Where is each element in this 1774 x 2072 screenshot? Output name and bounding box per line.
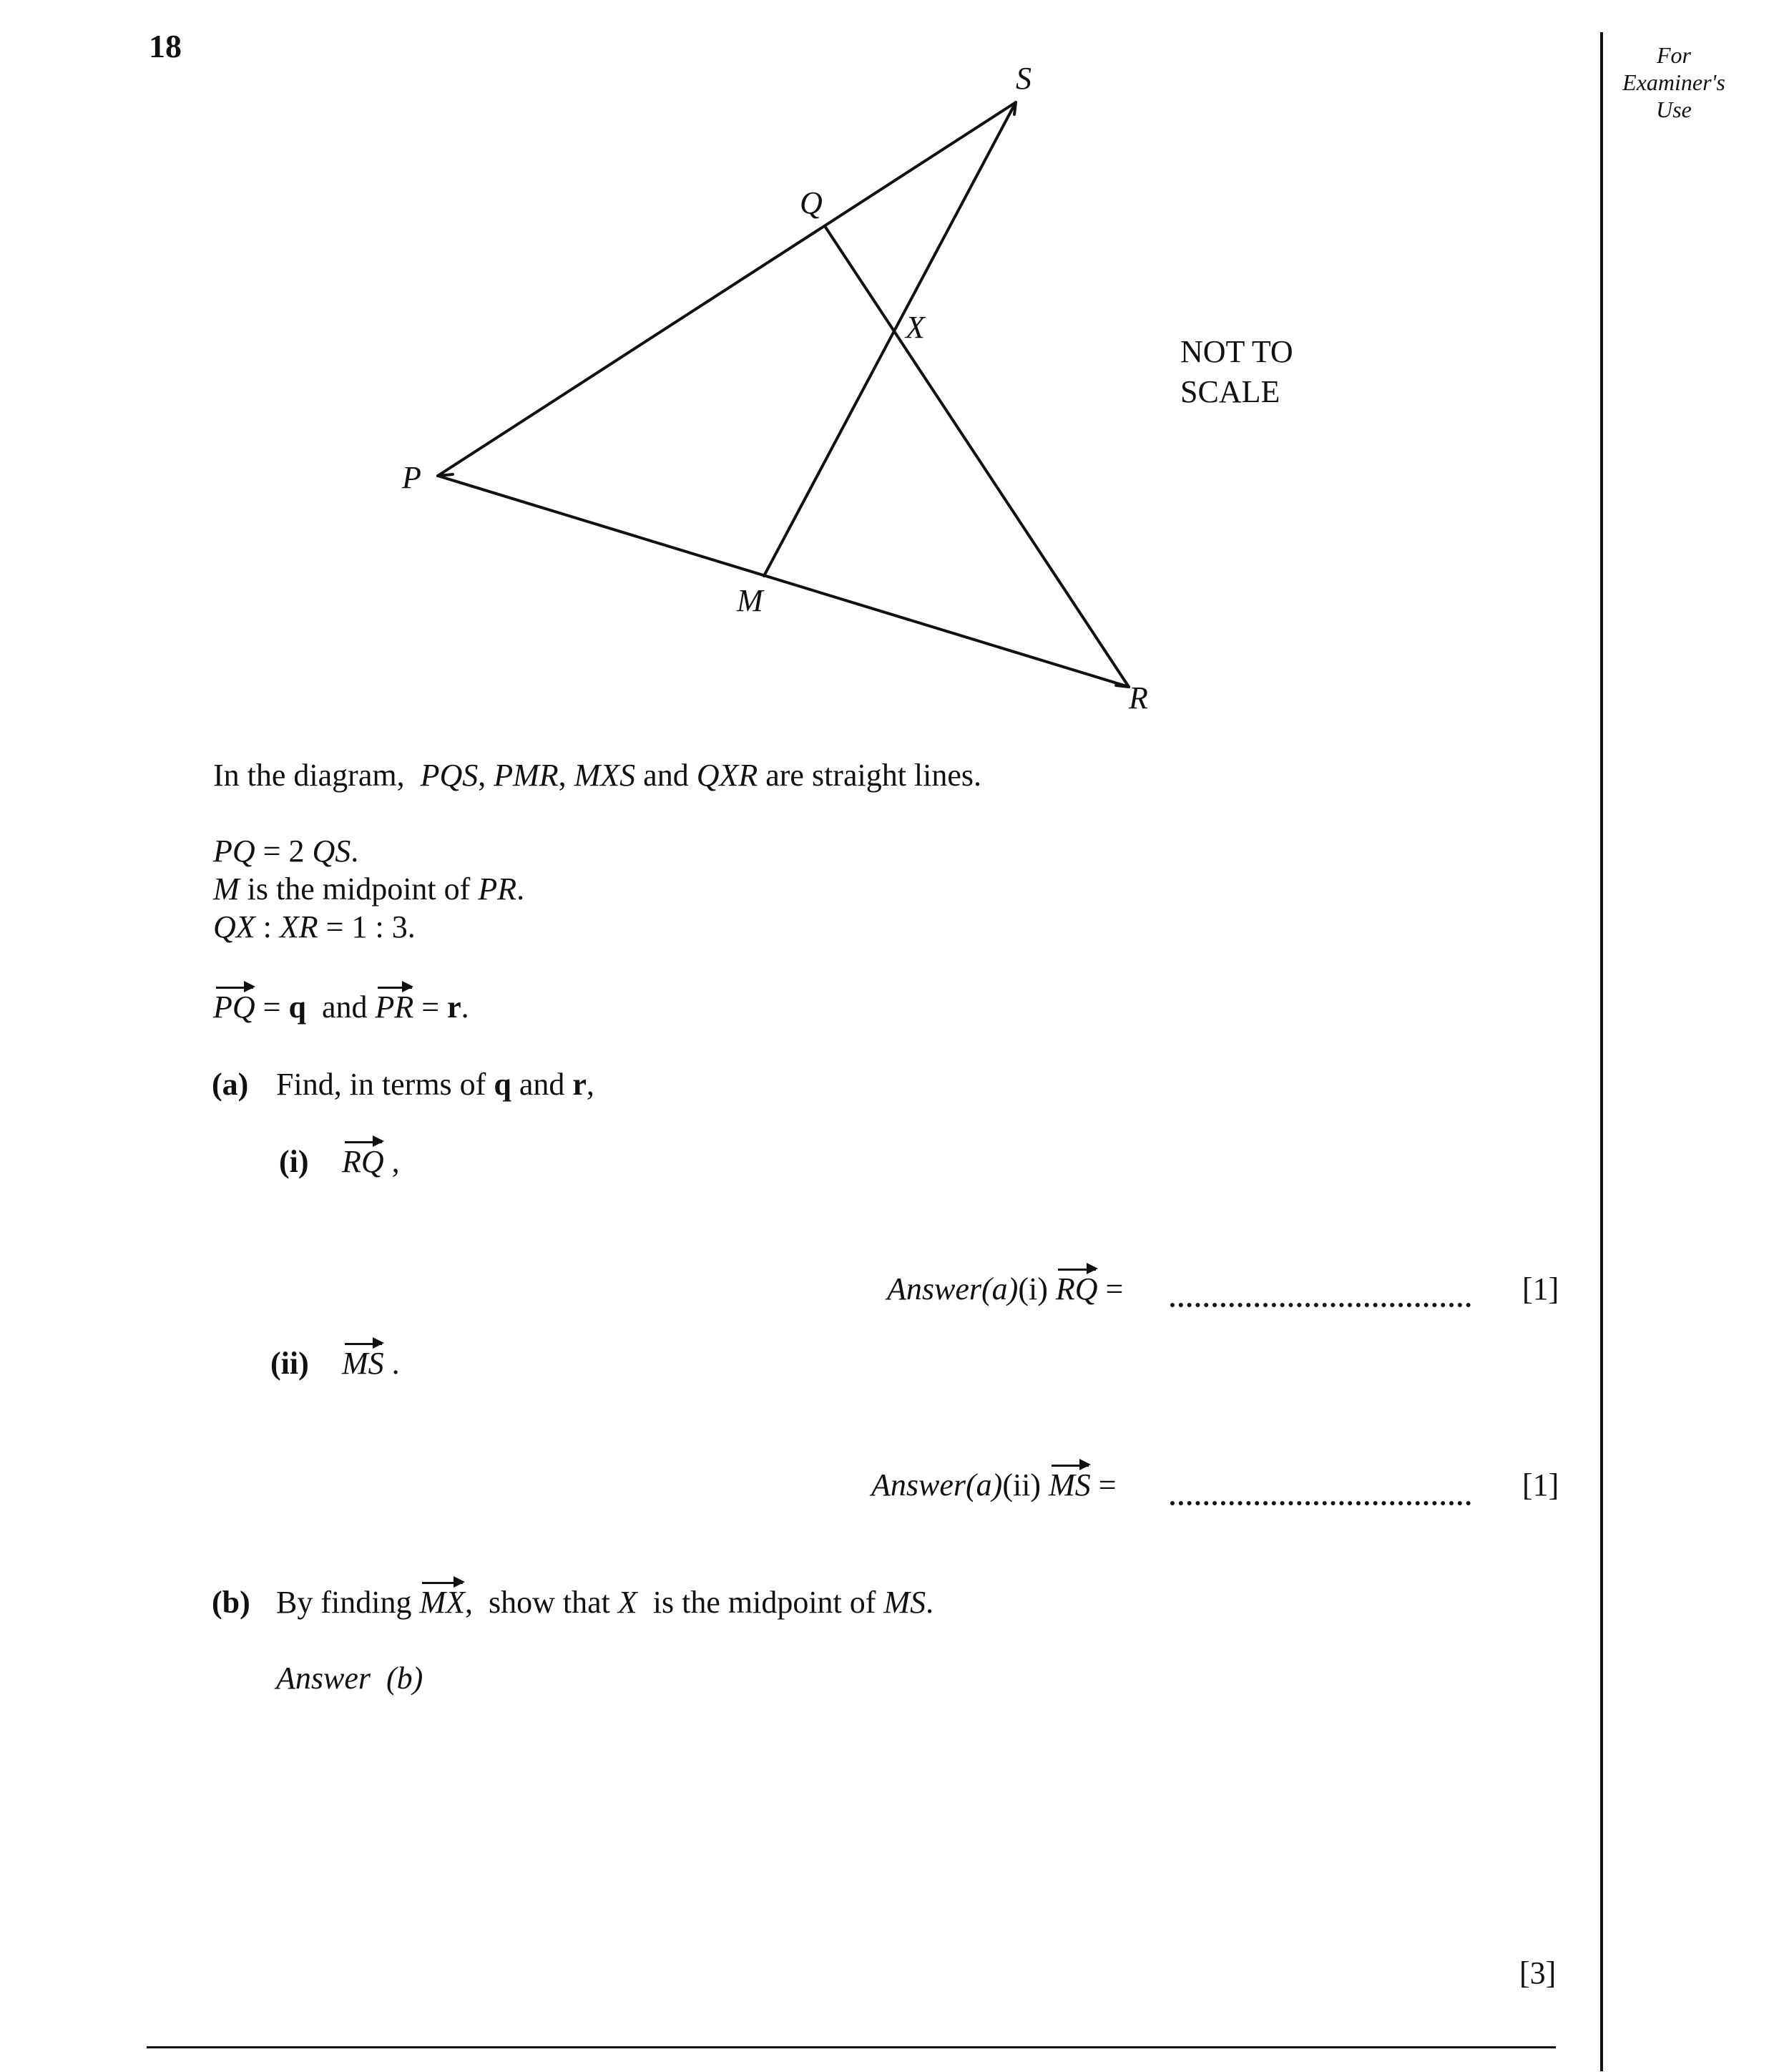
given-pr: PR bbox=[478, 871, 517, 906]
vector-q-bold: q bbox=[288, 989, 306, 1025]
answer-a-ii-dotted-line[interactable] bbox=[1170, 1501, 1471, 1505]
vector-pq: PQ bbox=[213, 989, 255, 1027]
vector-definitions bbox=[213, 989, 469, 1027]
given-midpoint-text: is the midpoint of bbox=[239, 871, 479, 906]
answer-b-workspace[interactable] bbox=[276, 1703, 1492, 1960]
part-a-text bbox=[276, 1066, 594, 1104]
part-a-i-vector-rq: RQ bbox=[342, 1143, 384, 1181]
part-a-and: and bbox=[511, 1067, 573, 1102]
part-a-ii-punct: . bbox=[383, 1346, 400, 1381]
part-a-i-punct: , bbox=[383, 1144, 400, 1179]
intro-line-qxr: QXR bbox=[696, 758, 758, 793]
tick-p bbox=[438, 474, 453, 476]
answer-a-ii-eq: = bbox=[1090, 1467, 1117, 1502]
intro-sep-1: , bbox=[478, 758, 494, 793]
label-r: R bbox=[1129, 680, 1148, 715]
label-m: M bbox=[737, 583, 763, 618]
intro-prefix: In the diagram, bbox=[213, 758, 405, 793]
answer-a-i-eq: = bbox=[1097, 1271, 1124, 1306]
line-pqs bbox=[438, 102, 1016, 476]
label-x: X bbox=[906, 310, 925, 345]
part-b-text bbox=[276, 1584, 933, 1622]
part-b-text-post: is the midpoint of bbox=[637, 1585, 884, 1620]
intro-line-mxs: MXS bbox=[574, 758, 636, 793]
given-qs: QS bbox=[312, 834, 351, 869]
given-midpoint bbox=[213, 871, 524, 909]
given-pq: PQ bbox=[213, 834, 255, 869]
answer-a-i-dotted-line[interactable] bbox=[1170, 1303, 1471, 1307]
line-pmr bbox=[438, 476, 1129, 687]
marks-b: [3] bbox=[1519, 1955, 1557, 1990]
given-eq-2: = 2 bbox=[255, 834, 313, 869]
answer-a-i-rest: (i) bbox=[1018, 1271, 1056, 1306]
label-q: Q bbox=[800, 185, 823, 220]
vector-eq-2: = bbox=[413, 989, 448, 1025]
answer-b-label: Answer (b) bbox=[276, 1661, 423, 1696]
geometry-diagram bbox=[0, 0, 1774, 787]
part-b-label: (b) bbox=[212, 1585, 250, 1620]
label-p: P bbox=[402, 460, 421, 495]
part-a-ii-vector-ms: MS bbox=[342, 1345, 384, 1383]
given-end-2: . bbox=[516, 871, 525, 906]
part-a-i-vector-line bbox=[342, 1143, 400, 1181]
vector-eq-1: = bbox=[255, 989, 289, 1025]
not-to-scale-line-1: NOT TO bbox=[1180, 334, 1293, 369]
part-a-label: (a) bbox=[212, 1067, 249, 1102]
examiner-line-3: Use bbox=[1656, 97, 1692, 122]
given-end-1: . bbox=[351, 834, 359, 869]
tick-s bbox=[1014, 102, 1016, 114]
part-b-vector-mx: MX bbox=[419, 1584, 465, 1622]
answer-a-i-vector: RQ bbox=[1056, 1271, 1098, 1309]
intro-and: and bbox=[635, 758, 697, 793]
part-b-x: X bbox=[617, 1585, 637, 1620]
given-qx: QX bbox=[213, 909, 255, 944]
intro-sentence bbox=[213, 757, 981, 795]
given-colon: : bbox=[255, 909, 280, 944]
vector-pr: PR bbox=[376, 989, 414, 1027]
label-s: S bbox=[1016, 61, 1031, 96]
marks-a-ii: [1] bbox=[1522, 1467, 1559, 1502]
answer-a-ii-rest: (ii) bbox=[1002, 1467, 1049, 1502]
given-ratio bbox=[213, 909, 416, 947]
marks-a-i: [1] bbox=[1522, 1271, 1559, 1306]
given-pq-2qs bbox=[213, 833, 358, 871]
part-b-text-pre: By finding bbox=[276, 1585, 420, 1620]
tick-r bbox=[1116, 685, 1129, 687]
intro-sep-2: , bbox=[558, 758, 574, 793]
answer-a-i-italic: Answer(a) bbox=[887, 1271, 1019, 1306]
line-mxs bbox=[764, 102, 1016, 576]
examiner-line-2: Examiner's bbox=[1622, 69, 1725, 95]
intro-suffix: are straight lines. bbox=[758, 758, 982, 793]
given-m: M bbox=[213, 871, 240, 906]
answer-a-ii-italic: Answer(a) bbox=[871, 1467, 1003, 1502]
part-b-end: . bbox=[926, 1585, 934, 1620]
not-to-scale-line-2: SCALE bbox=[1180, 374, 1280, 409]
part-b-ms: MS bbox=[883, 1585, 926, 1620]
given-ratio-value: = 1 : 3. bbox=[318, 909, 416, 944]
answer-a-ii-label bbox=[871, 1467, 1117, 1505]
page-number: 18 bbox=[149, 28, 182, 64]
examiner-line-1: For bbox=[1657, 42, 1691, 68]
part-a-q: q bbox=[494, 1067, 511, 1102]
line-qxr bbox=[825, 226, 1129, 687]
part-a-comma: , bbox=[586, 1067, 594, 1102]
given-xr: XR bbox=[279, 909, 318, 944]
part-a-ii-vector-line bbox=[342, 1345, 400, 1383]
part-b-text-mid: , show that bbox=[464, 1585, 618, 1620]
part-a-i-label: (i) bbox=[279, 1144, 309, 1179]
intro-line-pqs: PQS bbox=[420, 758, 479, 793]
part-a-r: r bbox=[572, 1067, 587, 1102]
part-a-text-pre: Find, in terms of bbox=[276, 1067, 494, 1102]
vector-end: . bbox=[461, 989, 469, 1025]
answer-a-ii-vector: MS bbox=[1049, 1467, 1091, 1505]
intro-line-pmr: PMR bbox=[494, 758, 559, 793]
bottom-rule bbox=[147, 2046, 1556, 2048]
answer-a-i-label bbox=[887, 1271, 1123, 1309]
vector-and: and bbox=[321, 989, 368, 1025]
vector-r-bold: r bbox=[447, 989, 461, 1025]
part-a-ii-label: (ii) bbox=[270, 1346, 309, 1381]
